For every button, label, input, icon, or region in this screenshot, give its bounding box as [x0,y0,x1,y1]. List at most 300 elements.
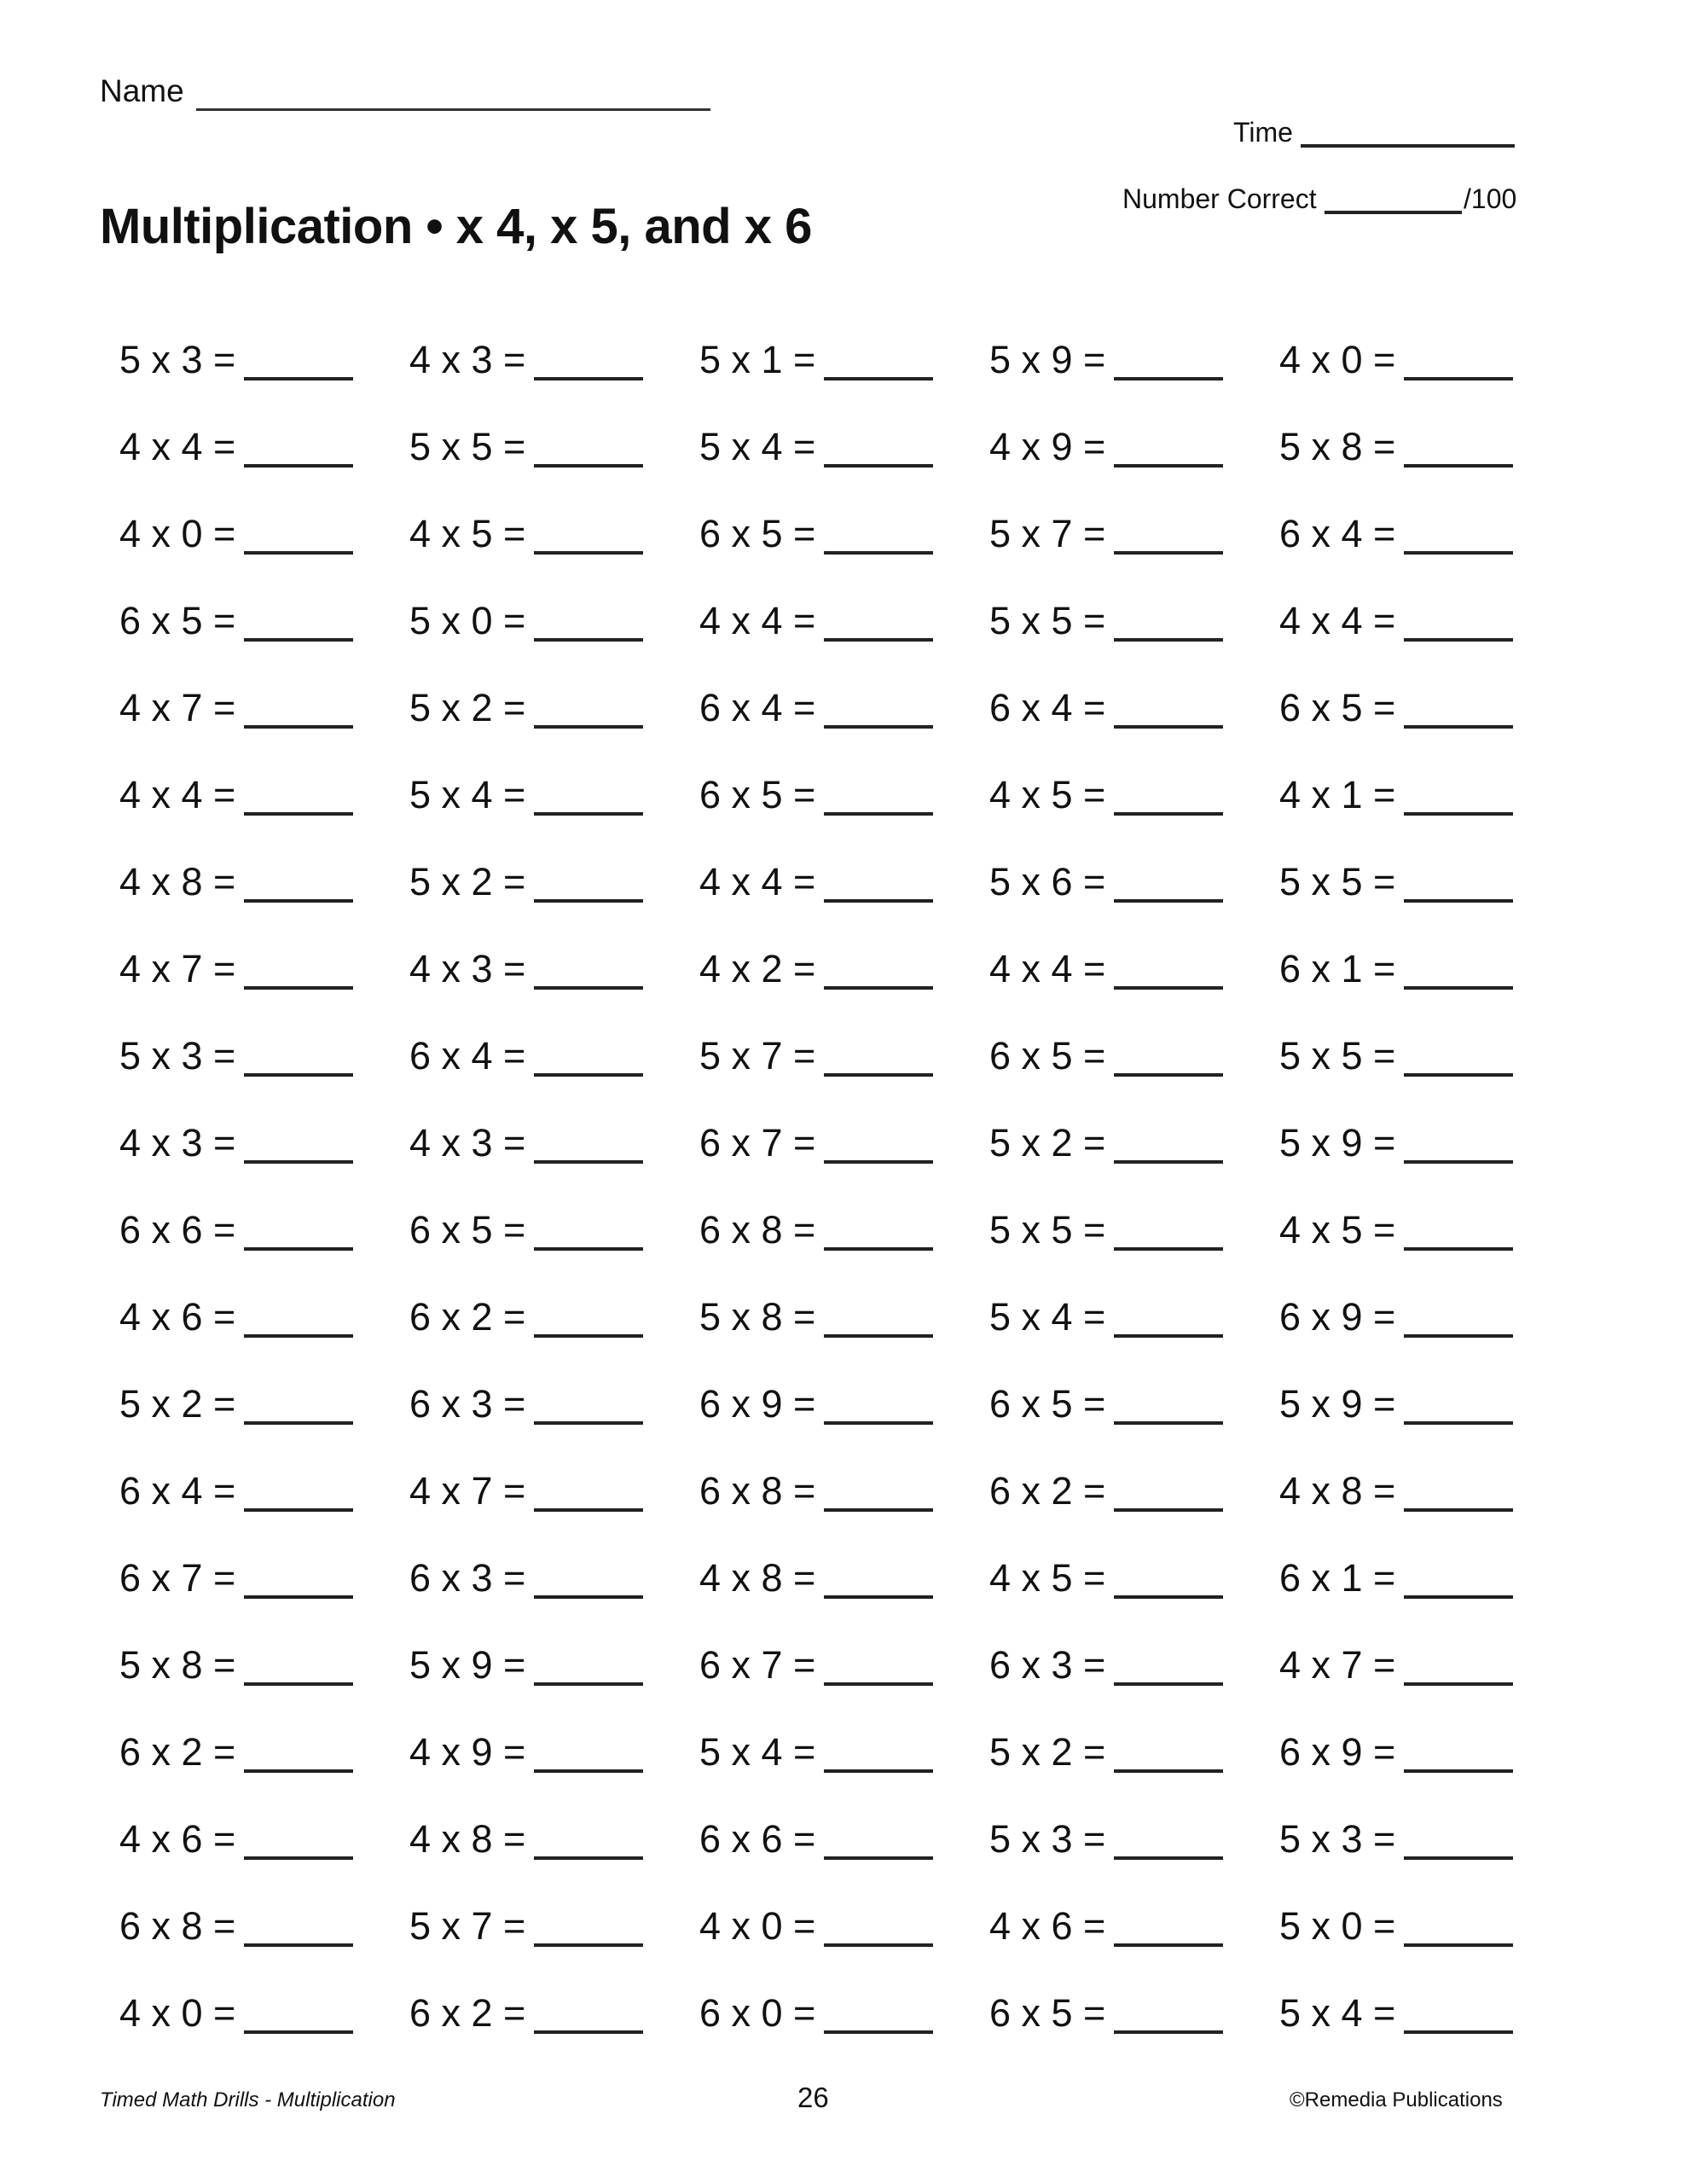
problem [699,1360,933,1428]
problem [699,1795,933,1863]
problem [409,751,643,819]
answer-field[interactable] [1404,377,1513,380]
answer-field[interactable] [1114,1595,1223,1599]
answer-field[interactable] [824,1682,933,1686]
answer-field[interactable] [244,1073,353,1077]
problem-expression: 6 x 6 = [699,1817,816,1861]
problem [1279,490,1513,558]
problem-expression: 6 x 7 = [699,1643,816,1687]
problem-expression: 6 x 5 = [699,773,816,816]
problem [1279,1621,1513,1689]
problem-row [0,316,1687,384]
problem-expression: 5 x 8 = [699,1295,816,1339]
problem-row [0,1447,1687,1515]
problem [409,1795,643,1863]
problem-expression: 5 x 5 = [989,599,1106,642]
problem [989,1708,1223,1776]
problem-expression: 5 x 5 = [1279,860,1396,903]
problem-expression: 4 x 3 = [119,1121,236,1165]
problem-expression: 6 x 8 = [699,1469,816,1513]
problem [989,316,1223,384]
problem-expression: 6 x 4 = [699,686,816,729]
answer-field[interactable] [1114,551,1223,555]
problem-expression: 6 x 5 = [989,1034,1106,1077]
problem [119,1447,353,1515]
problem [989,577,1223,645]
problem [989,751,1223,819]
name-field[interactable] [196,108,710,111]
answer-field[interactable] [1404,1856,1513,1860]
problem [989,1360,1223,1428]
answer-field[interactable] [1114,638,1223,642]
answer-field[interactable] [534,1595,643,1599]
problem [409,1012,643,1080]
problem [989,1099,1223,1167]
answer-field[interactable] [1114,1073,1223,1077]
answer-field[interactable] [244,1856,353,1860]
problem-expression: 4 x 5 = [989,1556,1106,1600]
problem-expression: 6 x 5 = [1279,686,1396,729]
problem-expression: 6 x 7 = [119,1556,236,1600]
problem-expression: 5 x 4 = [989,1295,1106,1339]
answer-field[interactable] [1114,464,1223,468]
problem-expression: 6 x 4 = [1279,512,1396,555]
problem-expression: 5 x 5 = [1279,1034,1396,1077]
problem [119,1186,353,1254]
answer-field[interactable] [244,1421,353,1425]
problem-expression: 5 x 6 = [989,860,1106,903]
problem [989,1534,1223,1602]
problem-row [0,1969,1687,2037]
answer-field[interactable] [824,551,933,555]
answer-field[interactable] [1404,2030,1513,2034]
problem [409,664,643,732]
problem-row [0,1534,1687,1602]
problem-expression: 4 x 4 = [699,860,816,903]
problem-row [0,1882,1687,1950]
problem-expression: 5 x 8 = [1279,425,1396,468]
problem-expression: 4 x 7 = [119,947,236,990]
answer-field[interactable] [1404,1943,1513,1947]
problem-expression: 5 x 3 = [119,1034,236,1077]
problem-expression: 5 x 9 = [1279,1121,1396,1165]
answer-field[interactable] [244,377,353,380]
problem-expression: 4 x 5 = [989,773,1106,816]
problem [989,1621,1223,1689]
problem-expression: 5 x 7 = [409,1904,526,1948]
answer-field[interactable] [1404,986,1513,990]
problem-expression: 6 x 4 = [409,1034,526,1077]
answer-field[interactable] [824,1073,933,1077]
problem-expression: 4 x 7 = [409,1469,526,1513]
problem-expression: 5 x 4 = [699,425,816,468]
problem [989,664,1223,732]
answer-field[interactable] [534,1334,643,1338]
number-correct-label: Number Correct [1122,183,1317,214]
answer-field[interactable] [1114,1508,1223,1512]
problem-expression: 4 x 4 = [699,599,816,642]
answer-field[interactable] [1114,1769,1223,1773]
problem-expression: 5 x 7 = [699,1034,816,1077]
problem [699,1882,933,1950]
answer-field[interactable] [1404,899,1513,903]
problem-expression: 4 x 2 = [699,947,816,990]
problem [989,403,1223,471]
problem [1279,1099,1513,1167]
problem-expression: 4 x 5 = [1279,1208,1396,1252]
problem-expression: 4 x 7 = [1279,1643,1396,1687]
problem [409,403,643,471]
problem-expression: 6 x 5 = [989,1382,1106,1426]
problem-expression: 5 x 3 = [1279,1817,1396,1861]
problem [1279,1708,1513,1776]
problem-expression: 5 x 2 = [989,1121,1106,1165]
problem-expression: 4 x 0 = [119,512,236,555]
problem-expression: 5 x 2 = [989,1730,1106,1774]
answer-field[interactable] [534,1682,643,1686]
name-label: Name [100,73,184,108]
problem [699,838,933,906]
problem [409,1882,643,1950]
problem [119,1360,353,1428]
problem-row [0,1621,1687,1689]
answer-field[interactable] [244,2030,353,2034]
problem [1279,1969,1513,2037]
problem-expression: 4 x 8 = [699,1556,816,1600]
answer-field[interactable] [244,1334,353,1338]
problem-expression: 5 x 5 = [409,425,526,468]
problem [1279,664,1513,732]
problem-expression: 5 x 9 = [409,1643,526,1687]
problem [989,925,1223,993]
problem [1279,1360,1513,1428]
problem-expression: 4 x 0 = [699,1904,816,1948]
answer-field[interactable] [534,1769,643,1773]
problem [409,1186,643,1254]
answer-field[interactable] [244,551,353,555]
problem-expression: 6 x 2 = [119,1730,236,1774]
answer-field[interactable] [1404,1421,1513,1425]
problem-expression: 6 x 7 = [699,1121,816,1165]
answer-field[interactable] [824,1595,933,1599]
answer-field[interactable] [1404,1334,1513,1338]
problem-expression: 5 x 3 = [119,338,236,381]
answer-field[interactable] [824,1943,933,1947]
problem-expression: 4 x 8 = [1279,1469,1396,1513]
problem [989,490,1223,558]
problem [1279,838,1513,906]
answer-field[interactable] [824,1421,933,1425]
problem-expression: 5 x 0 = [409,599,526,642]
problem-expression: 5 x 5 = [989,1208,1106,1252]
problem [1279,403,1513,471]
problem [119,664,353,732]
problem-expression: 6 x 9 = [1279,1730,1396,1774]
answer-field[interactable] [534,1160,643,1164]
problem [119,1621,353,1689]
problem [409,1708,643,1776]
answer-field[interactable] [244,1943,353,1947]
problem-expression: 6 x 5 = [699,512,816,555]
problem-expression: 5 x 2 = [119,1382,236,1426]
answer-field[interactable] [824,464,933,468]
problem-expression: 4 x 4 = [119,425,236,468]
problem [699,925,933,993]
answer-field[interactable] [244,1508,353,1512]
problem [119,925,353,993]
answer-field[interactable] [244,1247,353,1251]
answer-field[interactable] [244,638,353,642]
answer-field[interactable] [534,986,643,990]
problem [989,1186,1223,1254]
problem [699,1708,933,1776]
problem [409,1534,643,1602]
problem [1279,1795,1513,1863]
problem-expression: 4 x 9 = [409,1730,526,1774]
answer-field[interactable] [1404,551,1513,555]
problem-expression: 6 x 2 = [409,1295,526,1339]
problem-row [0,1099,1687,1167]
answer-field[interactable] [1114,899,1223,903]
problem-expression: 6 x 2 = [409,1991,526,2035]
answer-field[interactable] [824,638,933,642]
answer-field[interactable] [1404,1682,1513,1686]
problem [119,1534,353,1602]
problem [119,838,353,906]
problem-expression: 4 x 6 = [119,1817,236,1861]
answer-field[interactable] [534,725,643,729]
answer-field[interactable] [824,1160,933,1164]
answer-field[interactable] [244,986,353,990]
page-title: Multiplication • x 4, x 5, and x 6 [100,199,812,254]
problem-expression: 4 x 8 = [119,860,236,903]
answer-field[interactable] [534,464,643,468]
problem-expression: 6 x 9 = [1279,1295,1396,1339]
answer-field[interactable] [824,1769,933,1773]
problem-expression: 5 x 9 = [989,338,1106,381]
answer-field[interactable] [1404,1595,1513,1599]
problem-expression: 4 x 4 = [989,947,1106,990]
answer-field[interactable] [1404,812,1513,816]
problem [1279,316,1513,384]
answer-field[interactable] [1114,1334,1223,1338]
problem [409,1099,643,1167]
problem-expression: 4 x 3 = [409,947,526,990]
problem [119,490,353,558]
problem [409,316,643,384]
problem [989,838,1223,906]
answer-field[interactable] [1114,1421,1223,1425]
problem [699,490,933,558]
answer-field[interactable] [534,377,643,380]
problem [699,1621,933,1689]
answer-field[interactable] [534,2030,643,2034]
problem [1279,1447,1513,1515]
problem [989,1969,1223,2037]
problem [409,490,643,558]
answer-field[interactable] [534,1073,643,1077]
answer-field[interactable] [534,638,643,642]
problem-expression: 5 x 9 = [1279,1382,1396,1426]
answer-field[interactable] [244,1595,353,1599]
problem-expression: 6 x 4 = [989,686,1106,729]
answer-field[interactable] [1114,812,1223,816]
answer-field[interactable] [824,812,933,816]
answer-field[interactable] [534,1421,643,1425]
answer-field[interactable] [824,1856,933,1860]
problem-expression: 6 x 3 = [409,1382,526,1426]
problem-expression: 4 x 0 = [1279,338,1396,381]
answer-field[interactable] [534,812,643,816]
problem [989,1273,1223,1341]
problem [119,1969,353,2037]
footer-publisher: ©Remedia Publications [1290,2088,1503,2111]
answer-field[interactable] [534,899,643,903]
problem [119,577,353,645]
problem [409,1273,643,1341]
answer-field[interactable] [1114,1682,1223,1686]
problem-row [0,490,1687,558]
problem-expression: 5 x 8 = [119,1643,236,1687]
answer-field[interactable] [824,1508,933,1512]
problem [409,1621,643,1689]
answer-field[interactable] [1114,1160,1223,1164]
answer-field[interactable] [1404,638,1513,642]
problem-expression: 6 x 2 = [989,1469,1106,1513]
problem-expression: 4 x 6 = [119,1295,236,1339]
problem [119,316,353,384]
problem-expression: 6 x 5 = [409,1208,526,1252]
answer-field[interactable] [1114,1856,1223,1860]
problem-expression: 5 x 0 = [1279,1904,1396,1948]
answer-field[interactable] [534,1508,643,1512]
problem-expression: 4 x 0 = [119,1991,236,2035]
problem [699,751,933,819]
problem [409,577,643,645]
answer-field[interactable] [534,1943,643,1947]
problem [699,577,933,645]
problem-row [0,751,1687,819]
number-correct-field[interactable] [1325,211,1462,214]
problem [119,1708,353,1776]
problem-expression: 6 x 1 = [1279,947,1396,990]
problem-expression: 5 x 1 = [699,338,816,381]
problem-expression: 4 x 8 = [409,1817,526,1861]
problem-row [0,838,1687,906]
answer-field[interactable] [244,1160,353,1164]
problem [119,1795,353,1863]
problem-expression: 5 x 3 = [989,1817,1106,1861]
problem [699,664,933,732]
answer-field[interactable] [824,1334,933,1338]
answer-field[interactable] [1404,464,1513,468]
problem [699,1273,933,1341]
problem-expression: 4 x 1 = [1279,773,1396,816]
problem-expression: 6 x 0 = [699,1991,816,2035]
time-field[interactable] [1301,144,1515,148]
problem-row [0,1360,1687,1428]
problem-expression: 5 x 2 = [409,686,526,729]
answer-field[interactable] [244,1682,353,1686]
answer-field[interactable] [1404,1160,1513,1164]
answer-field[interactable] [244,899,353,903]
problem-expression: 4 x 4 = [1279,599,1396,642]
answer-field[interactable] [244,812,353,816]
answer-field[interactable] [824,1247,933,1251]
problem [119,751,353,819]
answer-field[interactable] [244,464,353,468]
answer-field[interactable] [824,725,933,729]
problem-expression: 6 x 3 = [989,1643,1106,1687]
answer-field[interactable] [1404,1073,1513,1077]
answer-field[interactable] [1114,377,1223,380]
time-label: Time [1233,117,1293,148]
answer-field[interactable] [1114,986,1223,990]
problem [989,1012,1223,1080]
problem-expression: 6 x 5 = [989,1991,1106,2035]
answer-field[interactable] [824,899,933,903]
answer-field[interactable] [1114,1247,1223,1251]
problem-expression: 6 x 6 = [119,1208,236,1252]
problem-expression: 4 x 5 = [409,512,526,555]
footer-book-title: Timed Math Drills - Multiplication [100,2088,396,2111]
answer-field[interactable] [1114,2030,1223,2034]
problem-expression: 6 x 4 = [119,1469,236,1513]
problem-row [0,1012,1687,1080]
problem [409,925,643,993]
problem-row [0,1795,1687,1863]
answer-field[interactable] [1114,725,1223,729]
answer-field[interactable] [1404,1508,1513,1512]
answer-field[interactable] [1404,1247,1513,1251]
problem [409,1969,643,2037]
problem [119,1099,353,1167]
problem-expression: 6 x 9 = [699,1382,816,1426]
problem-expression: 5 x 2 = [409,860,526,903]
problem-row [0,1186,1687,1254]
answer-field[interactable] [534,1856,643,1860]
problem [989,1447,1223,1515]
problem-expression: 6 x 1 = [1279,1556,1396,1600]
answer-field[interactable] [824,2030,933,2034]
problem-expression: 5 x 4 = [699,1730,816,1774]
problem-expression: 4 x 9 = [989,425,1106,468]
number-correct-total: /100 [1464,183,1517,214]
problem-expression: 6 x 3 = [409,1556,526,1600]
problem [699,1969,933,2037]
problem [1279,577,1513,645]
problem-row [0,1273,1687,1341]
answer-field[interactable] [824,377,933,380]
problem [1279,1273,1513,1341]
answer-field[interactable] [1404,1769,1513,1773]
problem [1279,1012,1513,1080]
problem [1279,1534,1513,1602]
problem-expression: 6 x 8 = [119,1904,236,1948]
answer-field[interactable] [244,725,353,729]
answer-field[interactable] [1404,725,1513,729]
problem-row [0,925,1687,993]
problem [409,838,643,906]
problem-row [0,403,1687,471]
answer-field[interactable] [824,986,933,990]
answer-field[interactable] [534,551,643,555]
problem [699,1012,933,1080]
answer-field[interactable] [244,1769,353,1773]
answer-field[interactable] [1114,1943,1223,1947]
problem [119,1273,353,1341]
answer-field[interactable] [534,1247,643,1251]
